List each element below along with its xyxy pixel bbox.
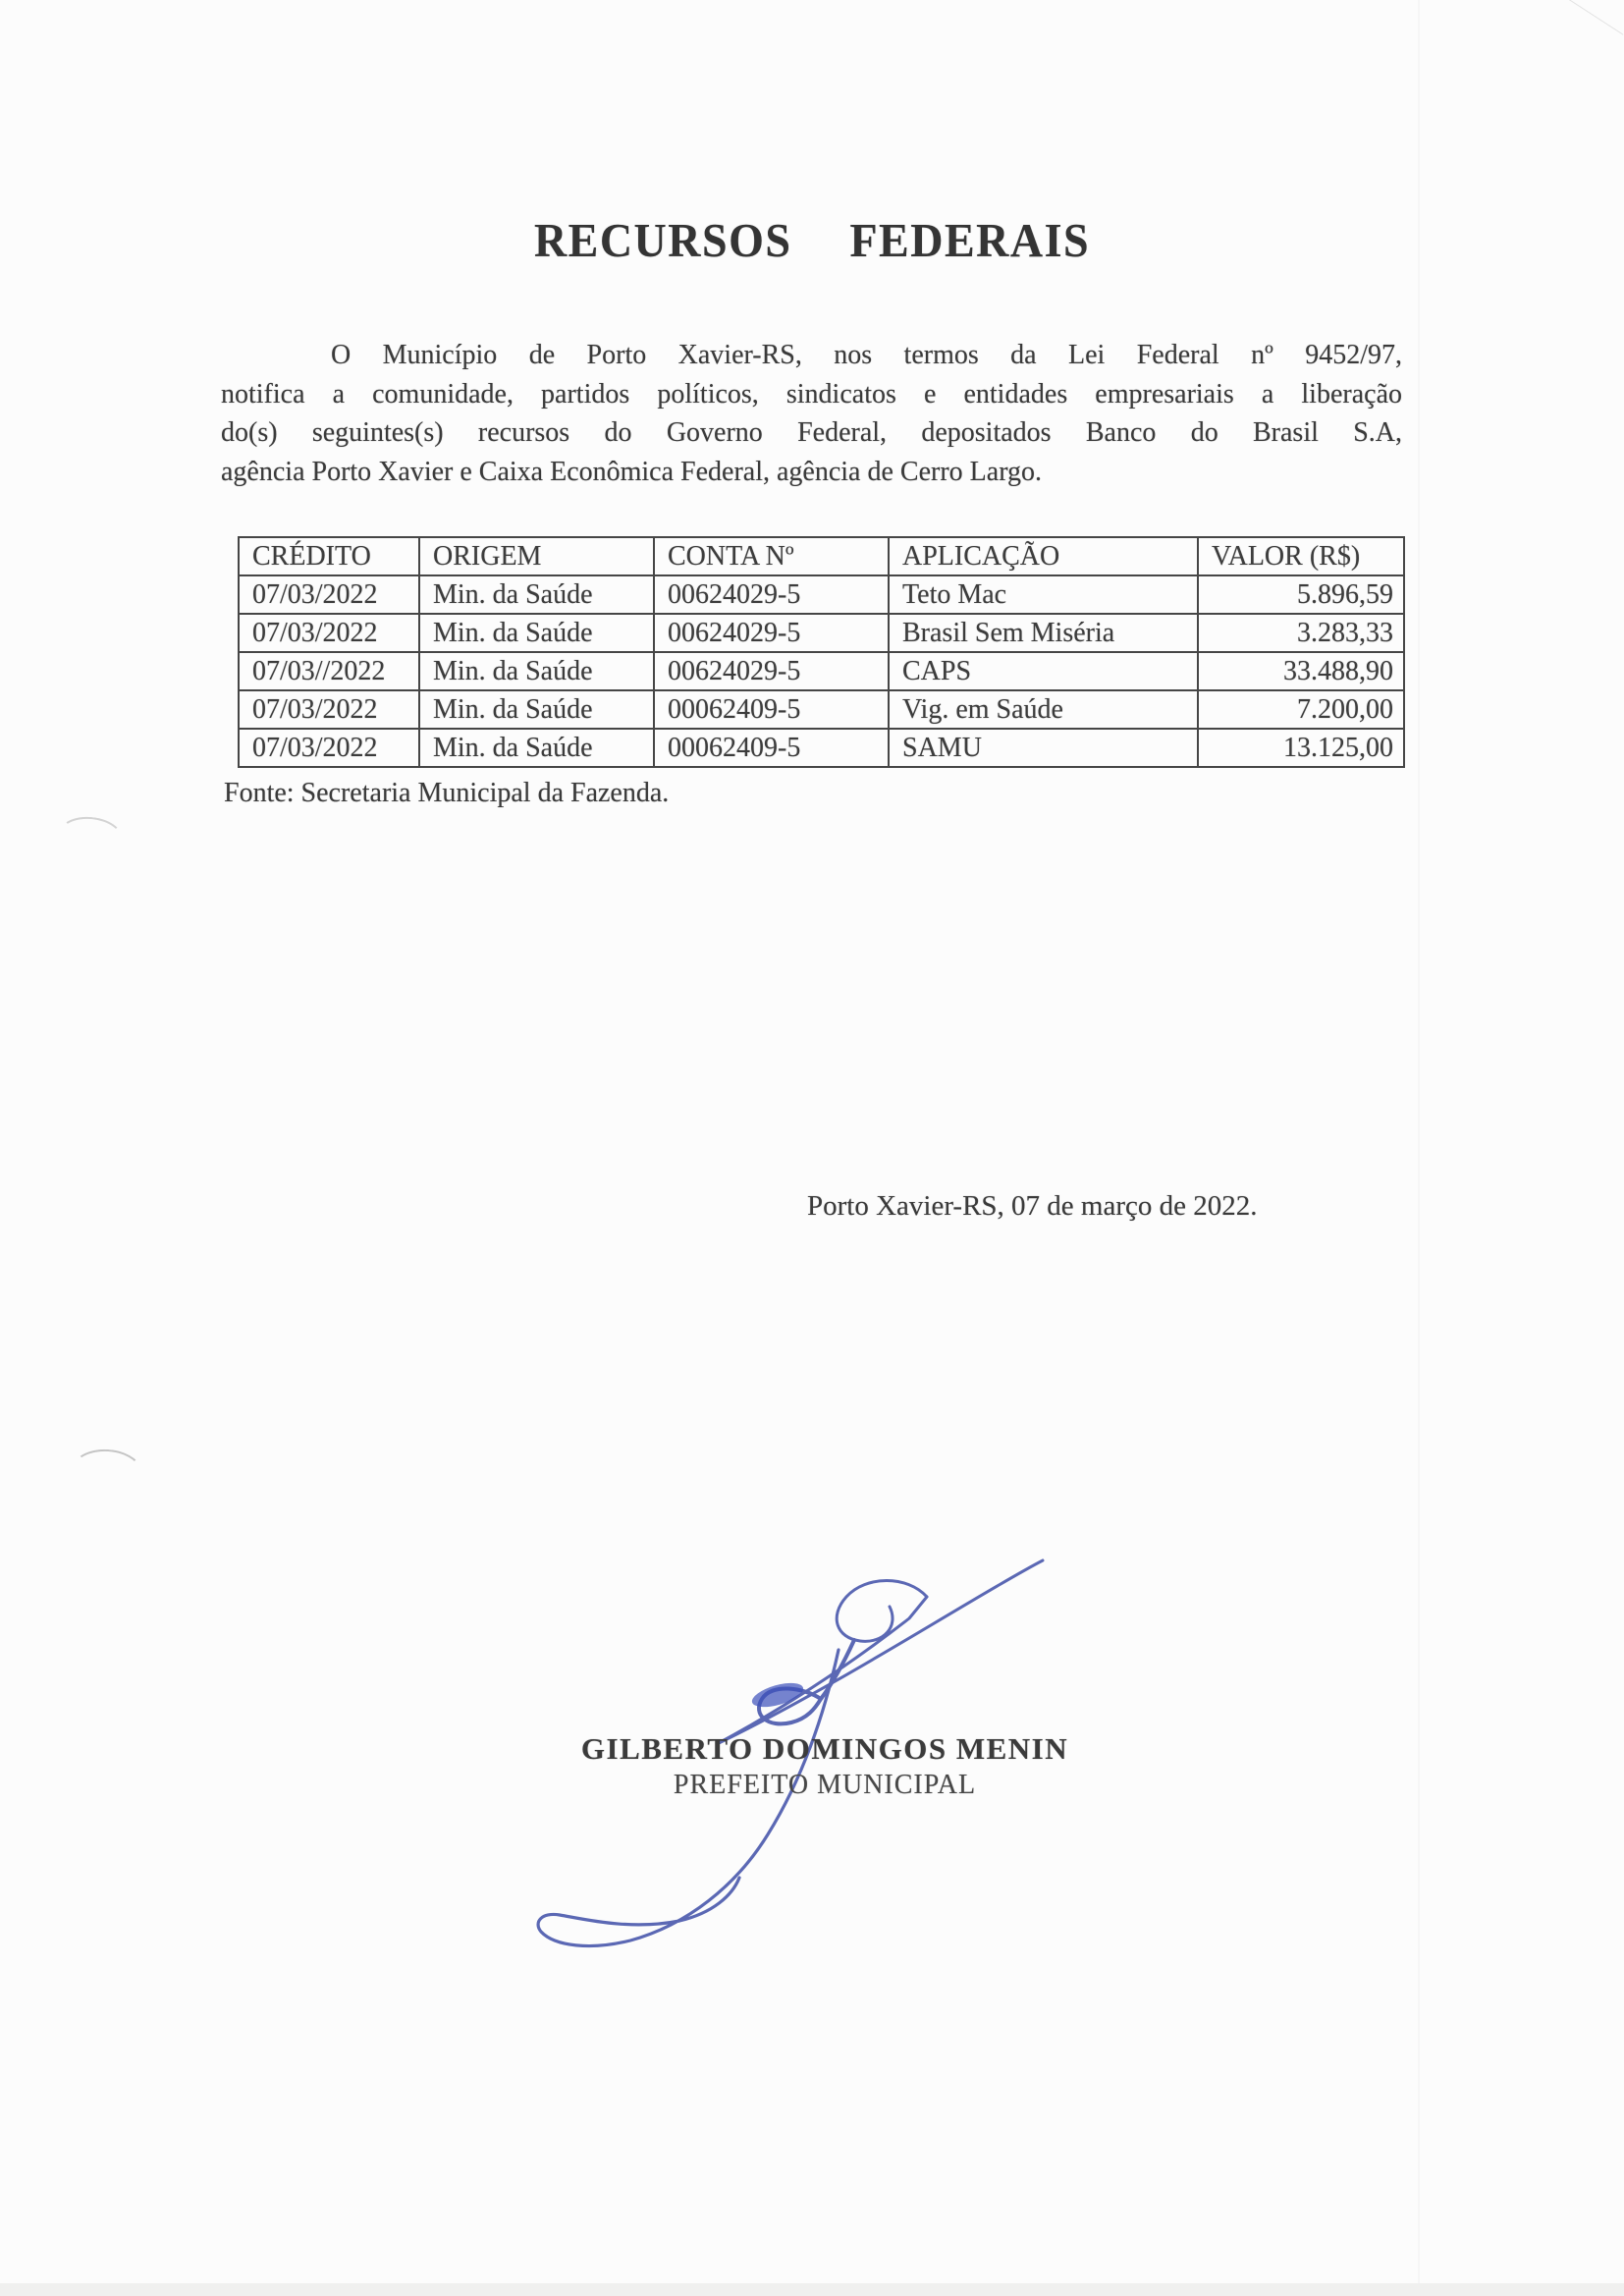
- scan-artifact-mark: [69, 1447, 144, 1499]
- table-row: [239, 614, 1404, 652]
- table-row: [239, 652, 1404, 690]
- scan-bottom-edge: [0, 2283, 1624, 2296]
- cell-conta: 00624029-5: [654, 614, 889, 652]
- cell-origem: Min. da Saúde: [419, 614, 654, 652]
- cell-aplicacao: Brasil Sem Miséria: [889, 614, 1198, 652]
- paragraph-line: notifica a comunidade, partidos políticos, sindicatos e entidades empresariais a liberação: [221, 378, 1402, 410]
- scan-corner-mark: [1554, 0, 1624, 35]
- signer-name: GILBERTO DOMINGOS MENIN: [580, 1731, 1069, 1766]
- cell-aplicacao: Vig. em Saúde: [889, 690, 1198, 729]
- cell-conta: 00062409-5: [654, 690, 889, 729]
- cell-valor: 7.200,00: [1198, 690, 1404, 729]
- paragraph-line: agência Porto Xavier e Caixa Econômica Federal, agência de Cerro Largo.: [221, 456, 1043, 487]
- paragraph-line: do(s) seguintes(s) recursos do Governo Federal, depositados Banco do Brasil S.A,: [221, 417, 1402, 448]
- cell-conta: 00624029-5: [654, 575, 889, 614]
- signature-block: [412, 1731, 1237, 1801]
- cell-credito: 07/03/2022: [239, 690, 419, 729]
- header-origem: ORIGEM: [419, 537, 654, 575]
- paragraph-line: O Município de Porto Xavier-RS, nos termos da Lei Federal nº 9452/97,: [331, 340, 1402, 370]
- table-row: [239, 729, 1404, 767]
- cell-origem: Min. da Saúde: [419, 652, 654, 690]
- cell-aplicacao: CAPS: [889, 652, 1198, 690]
- cell-origem: Min. da Saúde: [419, 575, 654, 614]
- cell-aplicacao: SAMU: [889, 729, 1198, 767]
- federal-resources-table: [238, 536, 1405, 768]
- cell-conta: 00062409-5: [654, 729, 889, 767]
- table-row: [239, 575, 1404, 614]
- scan-edge-streak: [1418, 0, 1420, 2296]
- page-title: RECURSOS FEDERAIS: [533, 213, 1091, 267]
- signature-stroke: [717, 1597, 927, 1744]
- scan-artifact-mark: [55, 814, 126, 864]
- table-header-row: [239, 537, 1404, 575]
- cell-valor: 5.896,59: [1198, 575, 1404, 614]
- cell-valor: 13.125,00: [1198, 729, 1404, 767]
- table-row: [239, 690, 1404, 729]
- header-conta: CONTA Nº: [654, 537, 889, 575]
- date-line: Porto Xavier-RS, 07 de março de 2022.: [807, 1190, 1258, 1222]
- signature-stroke: [837, 1581, 927, 1642]
- header-credito: CRÉDITO: [239, 537, 419, 575]
- cell-conta: 00624029-5: [654, 652, 889, 690]
- source-note: Fonte: Secretaria Municipal da Fazenda.: [224, 778, 670, 808]
- cell-origem: Min. da Saúde: [419, 729, 654, 767]
- header-valor: VALOR (R$): [1198, 537, 1404, 575]
- cell-credito: 07/03//2022: [239, 652, 419, 690]
- signer-role: PREFEITO MUNICIPAL: [673, 1770, 977, 1800]
- cell-credito: 07/03/2022: [239, 614, 419, 652]
- notice-paragraph: [221, 336, 1402, 491]
- cell-valor: 3.283,33: [1198, 614, 1404, 652]
- cell-valor: 33.488,90: [1198, 652, 1404, 690]
- header-aplicacao: APLICAÇÃO: [889, 537, 1198, 575]
- cell-aplicacao: Teto Mac: [889, 575, 1198, 614]
- cell-origem: Min. da Saúde: [419, 690, 654, 729]
- cell-credito: 07/03/2022: [239, 729, 419, 767]
- cell-credito: 07/03/2022: [239, 575, 419, 614]
